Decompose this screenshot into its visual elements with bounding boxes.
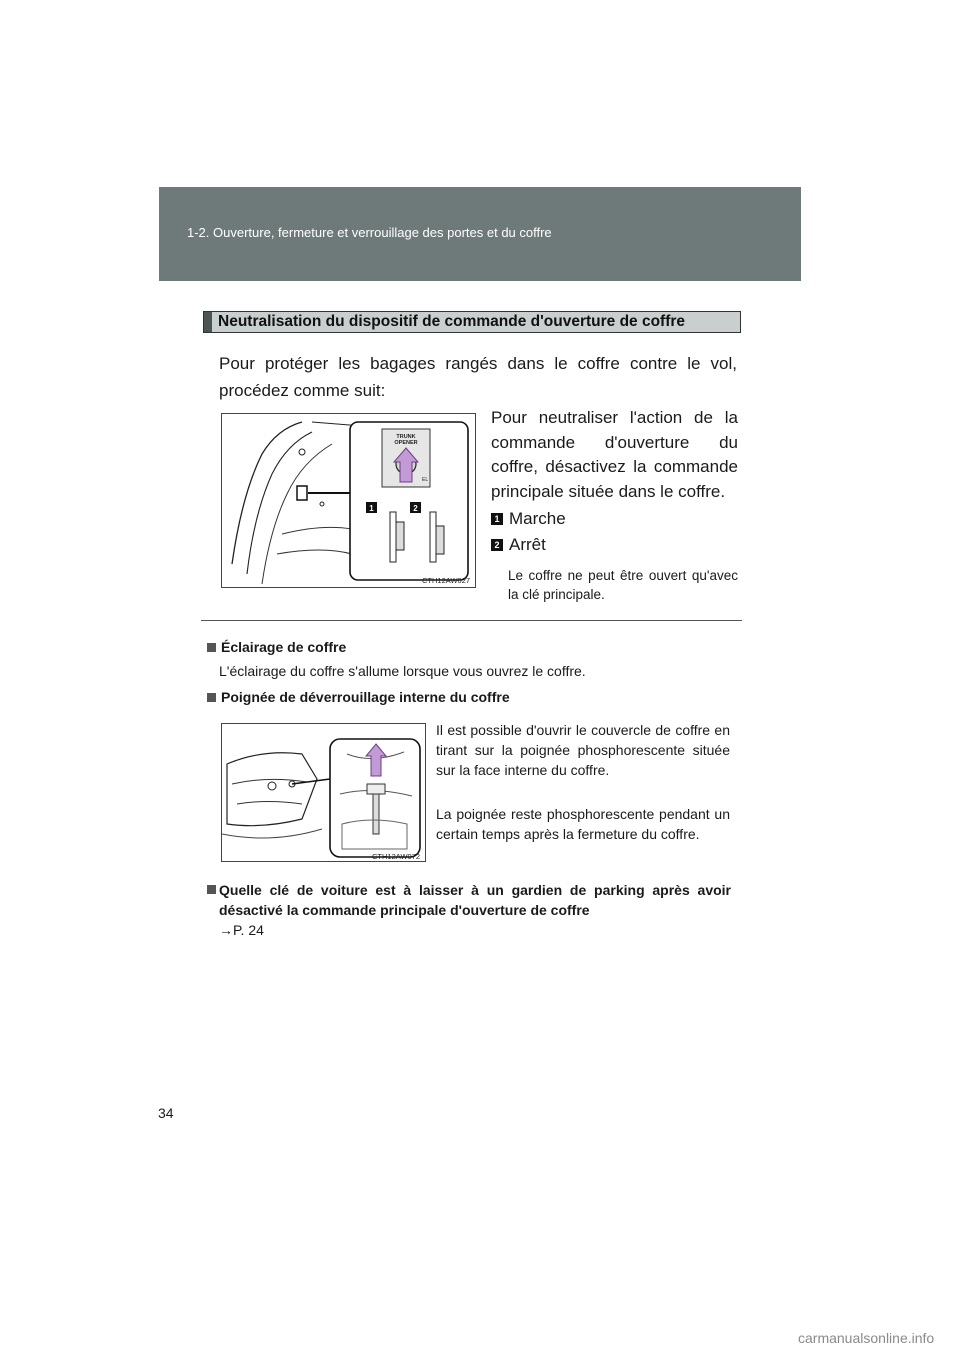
chapter-header bbox=[159, 187, 801, 281]
section-title-text: Neutralisation du dispositif de commande d'ouverture de coffre bbox=[218, 313, 686, 330]
page-number: 34 bbox=[158, 1105, 174, 1121]
number-badge: 2 bbox=[491, 539, 503, 551]
figure-code: CTH12AW027 bbox=[422, 576, 471, 585]
chapter-title: 1-2. Ouverture, fermeture et verrouillage des portes et du coffre bbox=[187, 225, 552, 240]
item-label: Marche bbox=[509, 509, 566, 528]
bullet-square-icon bbox=[207, 885, 216, 894]
divider bbox=[201, 620, 742, 621]
handle-glow-note: La poignée reste phosphorescente pendant un certain temps après la fermeture du coffre. bbox=[436, 806, 730, 842]
release-handle-figure bbox=[221, 723, 426, 862]
trunk-opener-figure bbox=[221, 413, 476, 588]
instruction-text: Pour neutraliser l'action de la commande d'ouverture du coffre, désactivez la commande principale située dans le coffre. bbox=[491, 408, 738, 501]
list-item bbox=[491, 509, 566, 529]
intro-paragraph: Pour protéger les bagages rangés dans le coffre contre le vol, procédez comme suit: bbox=[219, 354, 737, 400]
page-reference: →P. 24 bbox=[219, 922, 264, 938]
note-heading: Éclairage de coffre bbox=[207, 639, 346, 655]
list-item bbox=[491, 535, 546, 555]
callout-1: 1 bbox=[369, 504, 374, 513]
bullet-square-icon bbox=[207, 693, 216, 702]
note-heading: Quelle clé de voiture est à laisser à un gardien de parking après avoir désactivé la commande principale d'ouverture de coffre bbox=[207, 880, 731, 920]
switch-label-line1: TRUNK bbox=[396, 434, 416, 440]
bullet-square-icon bbox=[207, 643, 216, 652]
car-rear-illustration bbox=[222, 724, 425, 861]
note-body: L'éclairage du coffre s'allume lorsque vous ouvrez le coffre. bbox=[219, 663, 586, 679]
note-text: Le coffre ne peut être ouvert qu'avec la clé principale. bbox=[508, 568, 738, 602]
item-label: Arrêt bbox=[509, 535, 546, 554]
switch-marks: EL bbox=[422, 477, 429, 483]
number-badge: 1 bbox=[491, 513, 503, 525]
callout-2: 2 bbox=[413, 504, 418, 513]
figure-code: CTH12AW072 bbox=[372, 852, 421, 861]
trunk-interior-illustration bbox=[222, 414, 475, 587]
heading-accent-bar bbox=[204, 312, 212, 332]
switch-label-line2: OPENER bbox=[394, 440, 418, 446]
watermark: carmanualsonline.info bbox=[798, 1330, 935, 1346]
section-heading bbox=[203, 311, 741, 333]
handle-description: Il est possible d'ouvrir le couvercle de coffre en tirant sur la poignée phosphorescente située sur la face interne du coffre. bbox=[436, 722, 730, 778]
note-heading: Poignée de déverrouillage interne du coffre bbox=[207, 689, 510, 705]
